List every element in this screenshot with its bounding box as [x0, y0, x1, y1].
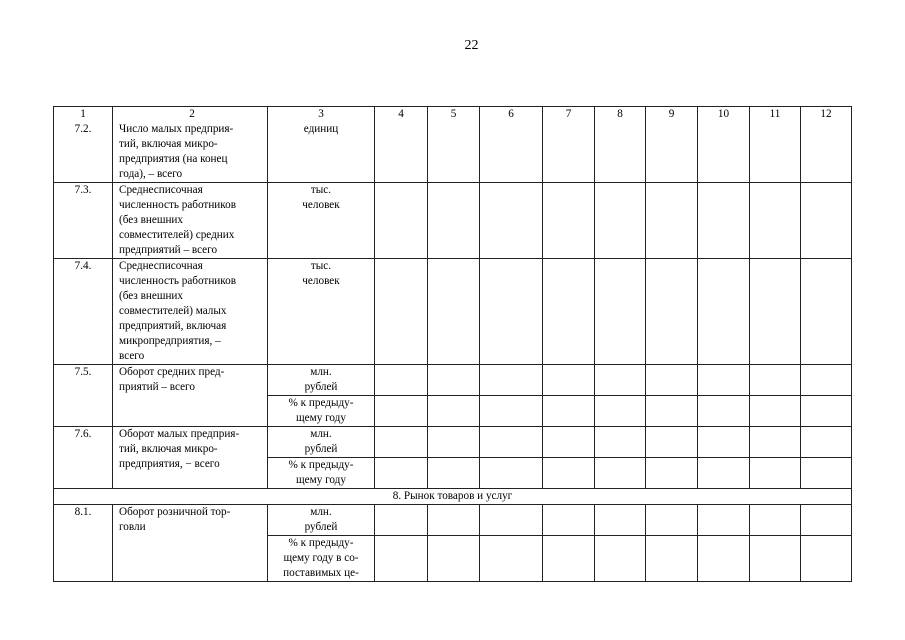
value-cell — [428, 427, 480, 458]
value-cell — [646, 458, 698, 489]
row-name: Оборот розничной тор- говли — [113, 505, 268, 582]
header-cell: 10 — [698, 107, 750, 183]
row-name: Среднесписочная численность работников (без внешних совместителей) средних предприятий – всего — [113, 183, 268, 259]
table-row — [54, 505, 852, 536]
value-cell — [750, 365, 801, 396]
value-cell — [595, 183, 646, 259]
value-cell — [480, 365, 543, 396]
row-unit: % к предыду- щему году в со- поставимых це- — [268, 536, 375, 582]
value-cell — [480, 396, 543, 427]
value-cell — [801, 396, 852, 427]
row-unit: млн. рублей — [268, 505, 375, 536]
value-cell — [428, 396, 480, 427]
value-cell — [375, 259, 428, 365]
section-title: 8. Рынок товаров и услуг — [54, 489, 852, 505]
header-cell: 8 — [595, 107, 646, 183]
value-cell — [480, 183, 543, 259]
value-cell — [428, 365, 480, 396]
row-unit: % к предыду- щему году — [268, 458, 375, 489]
value-cell — [698, 505, 750, 536]
value-cell — [543, 505, 595, 536]
value-cell — [646, 183, 698, 259]
row-unit: млн. рублей — [268, 365, 375, 396]
value-cell — [750, 396, 801, 427]
value-cell — [480, 427, 543, 458]
value-cell — [543, 427, 595, 458]
table-row — [54, 183, 852, 259]
value-cell — [480, 259, 543, 365]
indicator-table — [53, 106, 852, 582]
value-cell — [646, 427, 698, 458]
row-unit: млн. рублей — [268, 427, 375, 458]
row-number: 7.4. — [54, 259, 113, 365]
value-cell — [375, 458, 428, 489]
value-cell — [698, 427, 750, 458]
value-cell — [698, 365, 750, 396]
page-number: 22 — [464, 38, 479, 53]
section-row — [54, 489, 852, 505]
value-cell — [543, 365, 595, 396]
row-name: Оборот средних пред- приятий – всего — [113, 365, 268, 427]
value-cell — [595, 505, 646, 536]
value-cell — [428, 536, 480, 582]
value-cell — [801, 427, 852, 458]
value-cell — [698, 183, 750, 259]
value-cell — [375, 183, 428, 259]
value-cell — [375, 365, 428, 396]
value-cell — [595, 427, 646, 458]
value-cell — [428, 259, 480, 365]
value-cell — [698, 259, 750, 365]
value-cell — [428, 458, 480, 489]
value-cell — [428, 505, 480, 536]
value-cell — [595, 458, 646, 489]
value-cell — [595, 396, 646, 427]
value-cell — [750, 259, 801, 365]
cell-col1 — [54, 107, 113, 183]
value-cell — [750, 458, 801, 489]
header-cell: 6 — [480, 107, 543, 183]
value-cell — [595, 536, 646, 582]
value-cell — [801, 365, 852, 396]
row-number: 7.5. — [54, 365, 113, 427]
header-cell: 9 — [646, 107, 698, 183]
value-cell — [480, 458, 543, 489]
row-number: 8.1. — [54, 505, 113, 582]
value-cell — [375, 396, 428, 427]
value-cell — [595, 365, 646, 396]
header-cell: 11 — [750, 107, 801, 183]
value-cell — [646, 536, 698, 582]
cell-col3 — [268, 107, 375, 183]
value-cell — [480, 536, 543, 582]
row-unit: единиц — [303, 123, 339, 135]
value-cell — [646, 365, 698, 396]
header-cell: 2 — [189, 108, 195, 120]
value-cell — [698, 536, 750, 582]
table-row — [54, 427, 852, 458]
value-cell — [750, 183, 801, 259]
row-number: 7.2. — [74, 123, 92, 135]
table-row — [54, 365, 852, 396]
row-name: Число малых предприя- тий, включая микро- предприятия (на конец года), – всего — [119, 123, 234, 180]
row-name: Оборот малых предприя- тий, включая микро- предприятия, − всего — [113, 427, 268, 489]
value-cell — [750, 427, 801, 458]
value-cell — [543, 183, 595, 259]
header-cell: 4 — [375, 107, 428, 183]
header-cell: 7 — [543, 107, 595, 183]
value-cell — [750, 536, 801, 582]
value-cell — [750, 505, 801, 536]
value-cell — [595, 259, 646, 365]
value-cell — [801, 505, 852, 536]
value-cell — [801, 536, 852, 582]
value-cell — [698, 396, 750, 427]
value-cell — [543, 259, 595, 365]
value-cell — [428, 183, 480, 259]
row-number: 7.6. — [54, 427, 113, 489]
value-cell — [646, 396, 698, 427]
table-row — [54, 259, 852, 365]
value-cell — [375, 505, 428, 536]
cell-col2 — [113, 107, 268, 183]
row-unit: % к предыду- щему году — [268, 396, 375, 427]
value-cell — [646, 505, 698, 536]
value-cell — [543, 536, 595, 582]
value-cell — [646, 259, 698, 365]
header-cell: 5 — [428, 107, 480, 183]
value-cell — [543, 396, 595, 427]
row-name: Среднесписочная численность работников (без внешних совместителей) малых предприятий, включая микропредприятия, – всего — [113, 259, 268, 365]
value-cell — [801, 458, 852, 489]
row-number: 7.3. — [54, 183, 113, 259]
value-cell — [801, 259, 852, 365]
value-cell — [480, 505, 543, 536]
header-cell: 3 — [318, 108, 324, 120]
value-cell — [375, 536, 428, 582]
value-cell — [698, 458, 750, 489]
row-unit: тыс. человек — [268, 183, 375, 259]
header-cell: 12 — [801, 107, 852, 183]
row-unit: тыс. человек — [268, 259, 375, 365]
value-cell — [801, 183, 852, 259]
value-cell — [543, 458, 595, 489]
header-cell: 1 — [80, 108, 86, 120]
value-cell — [375, 427, 428, 458]
